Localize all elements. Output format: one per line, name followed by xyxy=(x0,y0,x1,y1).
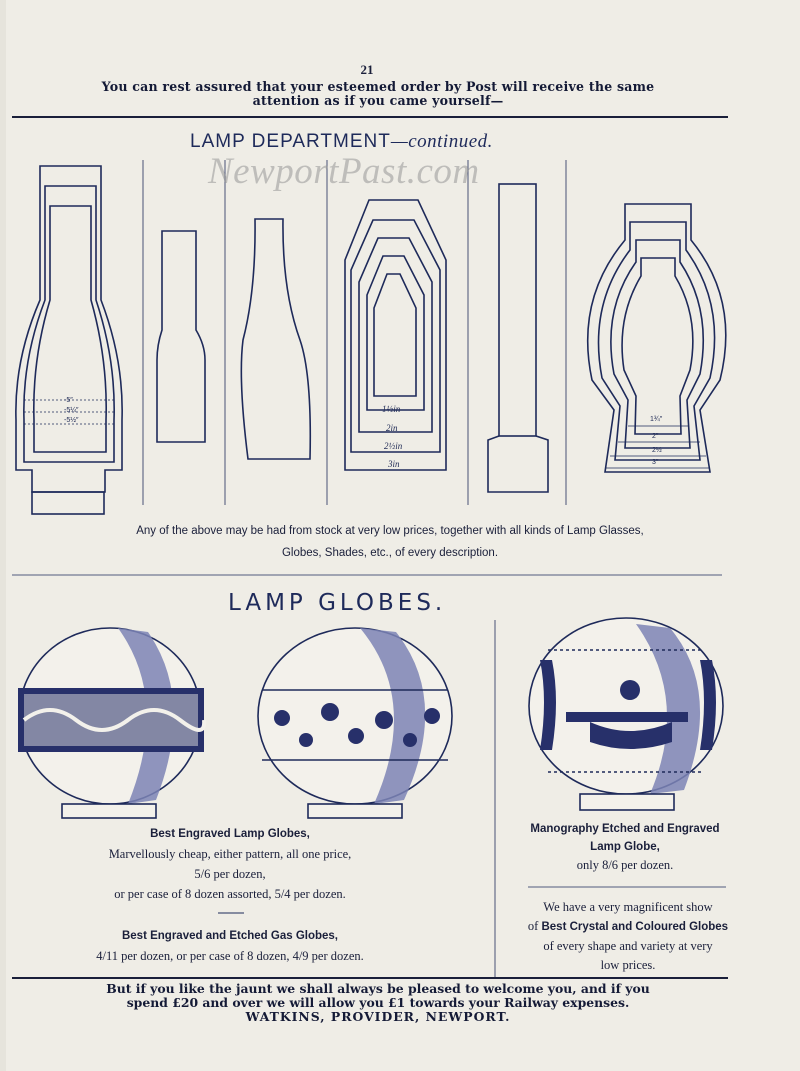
engraved-line2: 5/6 per dozen, xyxy=(194,867,266,881)
dim-label: -5″ xyxy=(64,397,73,404)
gas-globes-caption xyxy=(40,926,420,966)
globe-engraved-2 xyxy=(258,628,452,818)
manography-caption xyxy=(520,820,730,874)
nested-dim-4: 3in xyxy=(388,459,400,469)
nested-dim-2: 2in xyxy=(386,423,398,433)
page-number: 21 xyxy=(360,62,374,77)
manography-price: only 8/6 per dozen. xyxy=(576,858,674,872)
globe-dim-3: 2½ xyxy=(652,447,662,454)
chimney-left xyxy=(16,166,122,514)
lamp-globes-heading: LAMP GLOBES. xyxy=(228,590,447,616)
globe-dim-4: 3″ xyxy=(652,459,659,466)
top-notice-line2: attention as if you came yourself— xyxy=(252,93,504,108)
watermark: NewportPast.com xyxy=(208,151,480,192)
engraved-heading: Best Engraved Lamp Globes, xyxy=(150,828,310,840)
show-line3: of every shape and variety at very xyxy=(543,939,713,953)
nested-dim-1: 1½in xyxy=(382,404,401,414)
bottom-rule xyxy=(12,977,728,979)
stock-line1: Any of the above may be had from stock at very low prices, together with all kinds of Lamp Glasses, xyxy=(136,525,644,537)
top-notice-line1: You can rest assured that your esteemed order by Post will receive the same xyxy=(101,79,655,94)
chimney-bulged xyxy=(241,219,310,459)
manography-heading2: Lamp Globe, xyxy=(590,841,660,853)
manography-heading1: Manography Etched and Engraved xyxy=(530,823,720,835)
stock-text xyxy=(20,520,760,564)
globe-dim-1: 1¾″ xyxy=(650,416,663,423)
globe-dim-2: 2″ xyxy=(652,433,659,440)
gas-globes-line1: 4/11 per dozen, or per case of 8 dozen, 4/9 per dozen. xyxy=(96,949,364,963)
top-notice xyxy=(22,80,734,108)
chimney-tube xyxy=(488,184,548,492)
bottom-notice-line1: But if you like the jaunt we shall always be pleased to welcome you, and if you xyxy=(106,981,650,996)
bottom-notice-line2: spend £20 and over we will allow you £1 towards your Railway expenses. xyxy=(126,995,630,1010)
bottom-notice xyxy=(22,982,734,1024)
left-chimney-dims xyxy=(64,396,79,426)
show-caption xyxy=(520,898,736,975)
chimney-cylinder xyxy=(157,231,205,442)
globe-engraved-1 xyxy=(18,628,204,818)
dim-label: -5½″ xyxy=(64,417,79,424)
engraved-line1: Marvellously cheap, either pattern, all one price, xyxy=(108,847,352,861)
dim-label: -5¼″ xyxy=(64,407,79,414)
engraved-line3: or per case of 8 dozen assorted, 5/4 per dozen. xyxy=(114,887,346,901)
engraved-caption xyxy=(40,824,420,904)
stock-line2: Globes, Shades, etc., of every description. xyxy=(281,547,499,559)
show-line4: low prices. xyxy=(600,958,656,972)
chimney-globe-nested xyxy=(588,204,726,472)
show-line1: We have a very magnificent show xyxy=(543,900,713,914)
nested-dim-3: 2½in xyxy=(384,441,403,451)
lamp-department-suffix: —continued. xyxy=(390,131,493,152)
show-line2-bold: Best Crystal and Coloured Globes xyxy=(541,921,729,933)
lamp-department-title: LAMP DEPARTMENT xyxy=(190,131,391,152)
show-line2-prefix: of xyxy=(527,919,542,933)
top-rule xyxy=(12,116,728,118)
bottom-notice-line3: WATKINS, PROVIDER, NEWPORT. xyxy=(245,1009,511,1024)
globe-manography xyxy=(529,618,723,810)
gas-globes-heading: Best Engraved and Etched Gas Globes, xyxy=(121,930,338,942)
